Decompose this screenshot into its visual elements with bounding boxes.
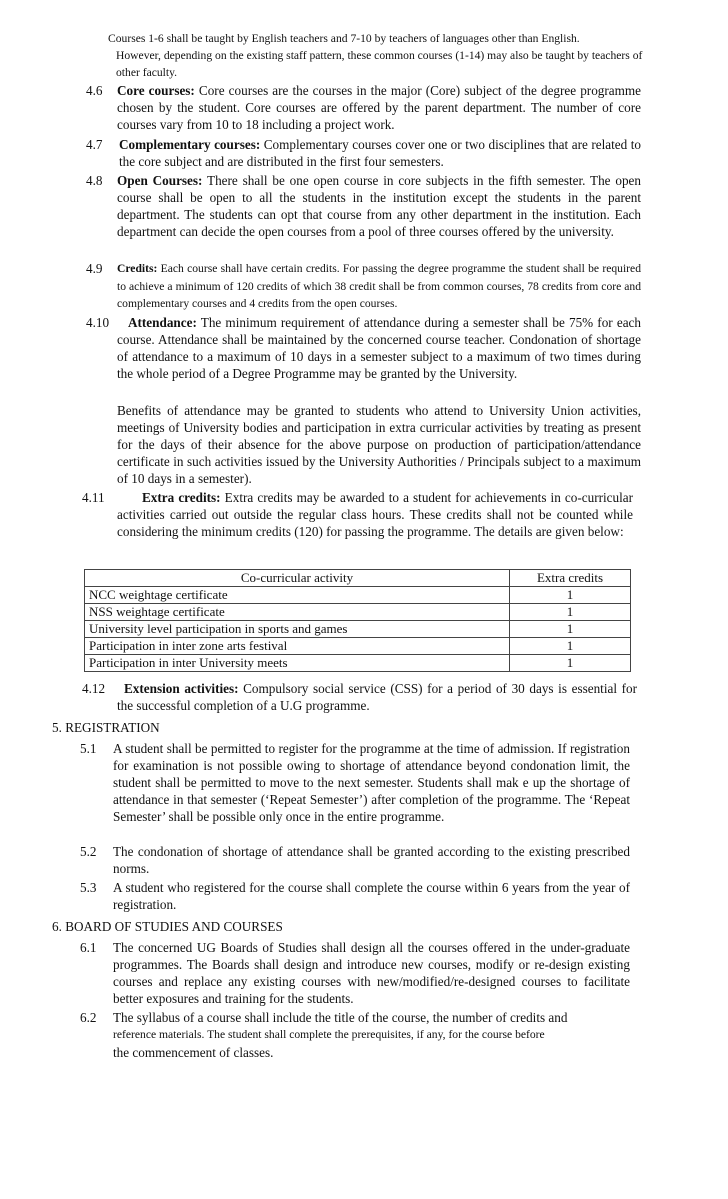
clause-heading: Open Courses: xyxy=(117,173,203,188)
section-heading-board-of-studies: 6. BOARD OF STUDIES AND COURSES xyxy=(52,919,283,934)
credits-cell: 1 xyxy=(510,638,631,655)
clause-heading: Complementary courses: xyxy=(119,137,261,152)
clause-heading: Attendance: xyxy=(128,315,197,330)
clause-number: 5.2 xyxy=(80,844,97,859)
extra-credits-table xyxy=(84,569,631,672)
clause-number: 4.11 xyxy=(82,490,105,505)
clause-text xyxy=(119,136,641,170)
clause-number: 6.2 xyxy=(80,1010,97,1025)
clause-heading: Core courses: xyxy=(117,83,195,98)
clause-line: the commencement of classes. xyxy=(113,1045,274,1060)
clause-line: reference materials. The student shall complete the prerequisites, if any, for the course before xyxy=(113,1028,545,1041)
clause-heading: Extension activities: xyxy=(124,681,239,696)
clause-number: 5.1 xyxy=(80,741,97,756)
activity-cell: NCC weightage certificate xyxy=(85,587,510,604)
clause-number: 4.12 xyxy=(82,681,106,696)
clause-text: A student who registered for the course shall complete the course within 6 years from the year of registration. xyxy=(113,880,630,912)
table-row xyxy=(85,638,631,655)
activity-cell: University level participation in sports and games xyxy=(85,621,510,638)
table-row xyxy=(85,587,631,604)
clause-text: The condonation of shortage of attendance shall be granted according to the existing prescribed norms. xyxy=(113,844,630,876)
clause-heading: Extra credits: xyxy=(142,490,221,505)
clause-number: 4.10 xyxy=(86,315,110,330)
clause-number: 4.6 xyxy=(86,83,103,98)
column-header-credits: Extra credits xyxy=(510,570,631,587)
clause-line: The syllabus of a course shall include the title of the course, the number of credits and xyxy=(113,1010,568,1025)
clause-text: The concerned UG Boards of Studies shall design all the courses offered in the under-graduate programmes. The Boards shall design and introduce new courses, modify or re-design existing courses and replace any existing courses with new/modified/re-designed courses to facilitate better exposures and training for the students. xyxy=(113,940,630,1006)
clause-heading: Credits: xyxy=(117,262,158,275)
clause-number: 4.7 xyxy=(86,137,103,152)
clause-number: 4.9 xyxy=(86,261,103,276)
section-heading-registration: 5. REGISTRATION xyxy=(52,720,160,735)
column-header-activity: Co-curricular activity xyxy=(85,570,510,587)
activity-cell: Participation in inter zone arts festival xyxy=(85,638,510,655)
table-row xyxy=(85,655,631,672)
clause-number: 4.8 xyxy=(86,173,103,188)
clause-text xyxy=(117,489,633,540)
credits-cell: 1 xyxy=(510,604,631,621)
clause-paragraph-2: Benefits of attendance may be granted to students who attend to University Union activities, meetings of University bodies and participation in extra curricular activities by treating as present for the days of their absence for the above purpose on production of participation/attendance certificate in such activities issued by the University Authorities / Principals subject to a maximum of 10 days in a semester). xyxy=(117,403,641,486)
clause-text: A student shall be permitted to register for the programme at the time of admission. If registration for examination is not possible owing to shortage of attendance beyond condonation limit, the student shall be permitted to move to the next semester. Students shall mak e up the shortage of attendance in that semester (‘Repeat Semester’) after completion of the programme. The ‘Repeat Semester’ shall be possible only once in the entire programme. xyxy=(113,741,630,824)
clause-body: Each course shall have certain credits. For passing the degree programme the student shall be required to achieve a minimum of 120 credits of which 38 credit shall be from common courses, 78 credits from core and complementary courses and 4 credits from the open courses. xyxy=(117,262,641,310)
intro-rest: However, depending on the existing staff pattern, these common courses (1-14) may also be taught by teachers of other faculty. xyxy=(116,49,643,80)
clause-text xyxy=(117,82,641,133)
clause-text xyxy=(117,172,641,240)
credits-cell: 1 xyxy=(510,621,631,638)
clause-body: The minimum requirement of attendance during a semester shall be 75% for each course. Attendance shall be maintained by the concerned course teacher. Condonation of shortage of attendance to a maximum of 10 days in a semester subject to a maximum of two times during the whole period of a Degree Programme may be granted by the University. xyxy=(117,315,641,381)
clause-text xyxy=(117,314,641,382)
clause-number: 6.1 xyxy=(80,940,97,955)
activity-cell: Participation in inter University meets xyxy=(85,655,510,672)
clause-body: There shall be one open course in core subjects in the fifth semester. The open course shall be open to all the students in the institution except the students in the parent department. The students can opt that course from any other department in the institution. Each department can decide the open courses from a pool of three courses offered by the university. xyxy=(117,173,642,239)
clause-text xyxy=(117,680,637,714)
intro-paragraph xyxy=(108,30,643,82)
activity-cell: NSS weightage certificate xyxy=(85,604,510,621)
table-header-row xyxy=(85,570,631,587)
clause-number: 5.3 xyxy=(80,880,97,895)
table-row xyxy=(85,604,631,621)
intro-line: Courses 1-6 shall be taught by English teachers and 7-10 by teachers of languages other than English. xyxy=(108,32,580,45)
credits-cell: 1 xyxy=(510,655,631,672)
credits-cell: 1 xyxy=(510,587,631,604)
clause-body: Compulsory social service (CSS) for a period of 30 days is essential for the successful completion of a U.G programme. xyxy=(117,681,638,713)
clause-body: Complementary courses cover one or two disciplines that are related to the core subject and are distributed in the first four semesters. xyxy=(119,137,641,169)
table-row xyxy=(85,621,631,638)
clause-body: Core courses are the courses in the major (Core) subject of the degree programme chosen by the student. Core courses are offered by the parent department. The number of core courses vary from 10 to 18 including a project work. xyxy=(117,83,641,132)
clause-body: Extra credits may be awarded to a student for achievements in co-curricular activities carried out outside the regular class hours. These credits shall not be counted while considering the minimum credits (120) for passing the programme. The details are given below: xyxy=(117,490,634,539)
clause-text xyxy=(113,1009,630,1061)
clause-text xyxy=(117,260,641,313)
